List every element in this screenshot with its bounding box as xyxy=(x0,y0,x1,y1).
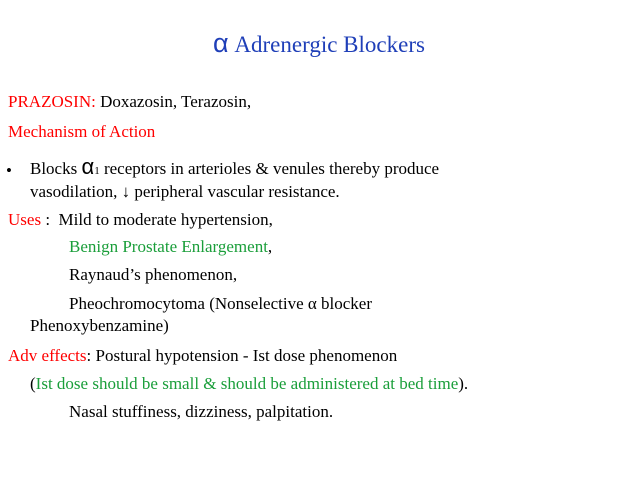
adv-label: Adv effects xyxy=(8,346,87,365)
uses-item-2: Benign Prostate Enlargement xyxy=(69,237,268,256)
adv-paren-open: ( xyxy=(30,374,36,393)
adv-note: Ist dose should be small & should be administered at bed time xyxy=(35,374,459,393)
uses-item-4: Pheochromocytoma (Nonselective α blocker xyxy=(69,294,373,313)
uses-item-3: Raynaud’s phenomenon, xyxy=(69,265,238,284)
drugs-label: PRAZOSIN: xyxy=(8,92,96,111)
bullet-icon: • xyxy=(6,161,12,180)
adv-paren-close: ). xyxy=(458,374,469,393)
drugs-line xyxy=(8,91,251,113)
title-text: Adrenergic Blockers xyxy=(234,32,425,57)
uses-line-2 xyxy=(69,236,272,258)
slide-title xyxy=(0,28,638,59)
uses-line-1 xyxy=(8,209,273,231)
title-alpha-symbol: α xyxy=(213,28,229,58)
bullet-line-2: vasodilation, ↓ peripheral vascular resistance. xyxy=(30,182,340,201)
bullet-subscript: 1 xyxy=(94,165,100,177)
adv-effect-1: Postural hypotension - Ist dose phenomenon xyxy=(95,346,398,365)
uses-item-2-suffix: , xyxy=(267,237,273,256)
bullet-line1-post: receptors in arterioles & venules thereby produce xyxy=(99,159,440,178)
adv-line-2 xyxy=(30,373,468,395)
uses-label: Uses xyxy=(8,210,42,229)
uses-sep: : xyxy=(41,210,59,229)
adv-line-1 xyxy=(8,345,397,367)
bullet-alpha-symbol: α xyxy=(81,154,95,179)
uses-item-4-cont: Phenoxybenzamine) xyxy=(30,316,169,335)
bullet-line1-pre: Blocks xyxy=(30,159,82,178)
drugs-rest: Doxazosin, Terazosin, xyxy=(95,92,252,111)
bullet-line-1 xyxy=(30,156,439,182)
adv-effect-3: Nasal stuffiness, dizziness, palpitation. xyxy=(69,402,334,421)
uses-item-1: Mild to moderate hypertension, xyxy=(58,210,273,229)
adv-sep: : xyxy=(86,346,96,365)
moa-heading: Mechanism of Action xyxy=(8,122,156,141)
